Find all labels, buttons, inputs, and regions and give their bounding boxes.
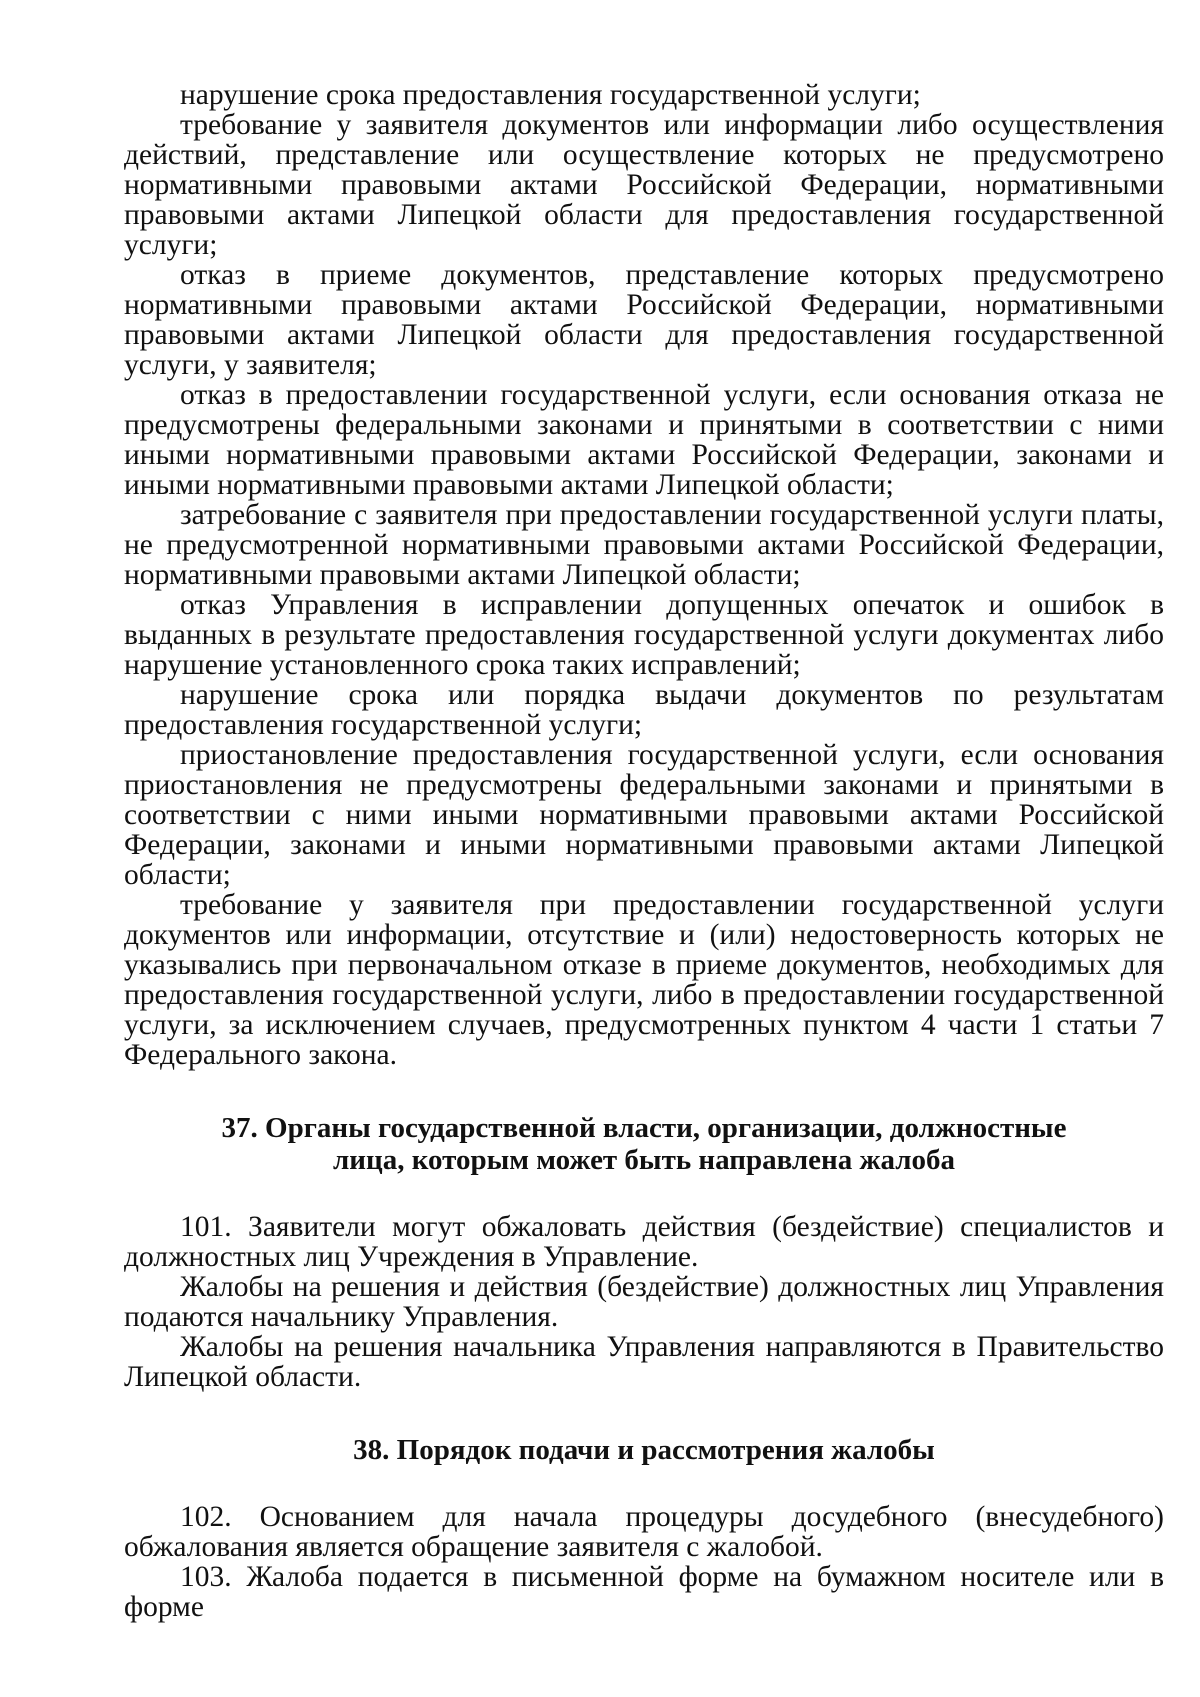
spacer bbox=[124, 1466, 1164, 1502]
paragraph: требование у заявителя при предоставлении государственной услуги документов или информации, отсутствие и (или) недостоверность которых не указывались при первоначальном отказе в приеме документов, необходимых для предоставления государственной услуги, либо в предоставлении государственной услуги, за исключением случаев, предусмотренных пунктом 4 части 1 статьи 7 Федерального закона. bbox=[124, 889, 1164, 1071]
document-page bbox=[124, 80, 1164, 1622]
paragraph: приостановление предоставления государственной услуги, если основания приостановления не предусмотрены федеральными законами и принятыми в соответствии с ними иными нормативными правовыми актами Российской Федерации, законами и иными нормативными правовыми актами Липецкой области; bbox=[124, 739, 1164, 891]
paragraph: отказ Управления в исправлении допущенных опечаток и ошибок в выданных в результате предоставления государственной услуги документах либо нарушение установленного срока таких исправлений; bbox=[124, 589, 1164, 681]
section-37-heading bbox=[124, 1112, 1164, 1176]
section-37-heading-line-2: лица, которым может быть направлена жалоба bbox=[333, 1144, 955, 1176]
paragraph: отказ в приеме документов, представление которых предусмотрено нормативными правовыми актами Российской Федерации, нормативными правовыми актами Липецкой области для предоставления государственной услуги, у заявителя; bbox=[124, 259, 1164, 381]
paragraph: нарушение срока или порядка выдачи документов по результатам предоставления государственной услуги; bbox=[124, 679, 1164, 741]
section-37-heading-line-1: 37. Органы государственной власти, организации, должностные bbox=[221, 1112, 1067, 1144]
section-38-heading: 38. Порядок подачи и рассмотрения жалобы bbox=[353, 1434, 935, 1466]
paragraph: отказ в предоставлении государственной услуги, если основания отказа не предусмотрены федеральными законами и принятыми в соответствии с ними иными нормативными правовыми актами Российской Федерации, законами и иными нормативными правовыми актами Липецкой области; bbox=[124, 379, 1164, 501]
spacer bbox=[124, 1392, 1164, 1434]
paragraph: Жалобы на решения начальника Управления направляются в Правительство Липецкой области. bbox=[124, 1331, 1164, 1393]
paragraph: затребование с заявителя при предоставлении государственной услуги платы, не предусмотренной нормативными правовыми актами Российской Федерации, нормативными правовыми актами Липецкой области; bbox=[124, 499, 1164, 591]
spacer bbox=[124, 1176, 1164, 1212]
paragraph-102: 102. Основанием для начала процедуры досудебного (внесудебного) обжалования является обращение заявителя с жалобой. bbox=[124, 1501, 1164, 1563]
paragraph-103: 103. Жалоба подается в письменной форме на бумажном носителе или в форме bbox=[124, 1561, 1164, 1623]
paragraph: нарушение срока предоставления государственной услуги; bbox=[180, 79, 921, 111]
paragraph: требование у заявителя документов или информации либо осуществления действий, представление или осуществление которых не предусмотрено нормативными правовыми актами Российской Федерации, нормативными правовыми актами Липецкой области для предоставления государственной услуги; bbox=[124, 109, 1164, 261]
paragraph-101: 101. Заявители могут обжаловать действия (бездействие) специалистов и должностных лиц Учреждения в Управление. bbox=[124, 1211, 1164, 1273]
spacer bbox=[124, 1070, 1164, 1112]
paragraph: Жалобы на решения и действия (бездействие) должностных лиц Управления подаются начальнику Управления. bbox=[124, 1271, 1164, 1333]
